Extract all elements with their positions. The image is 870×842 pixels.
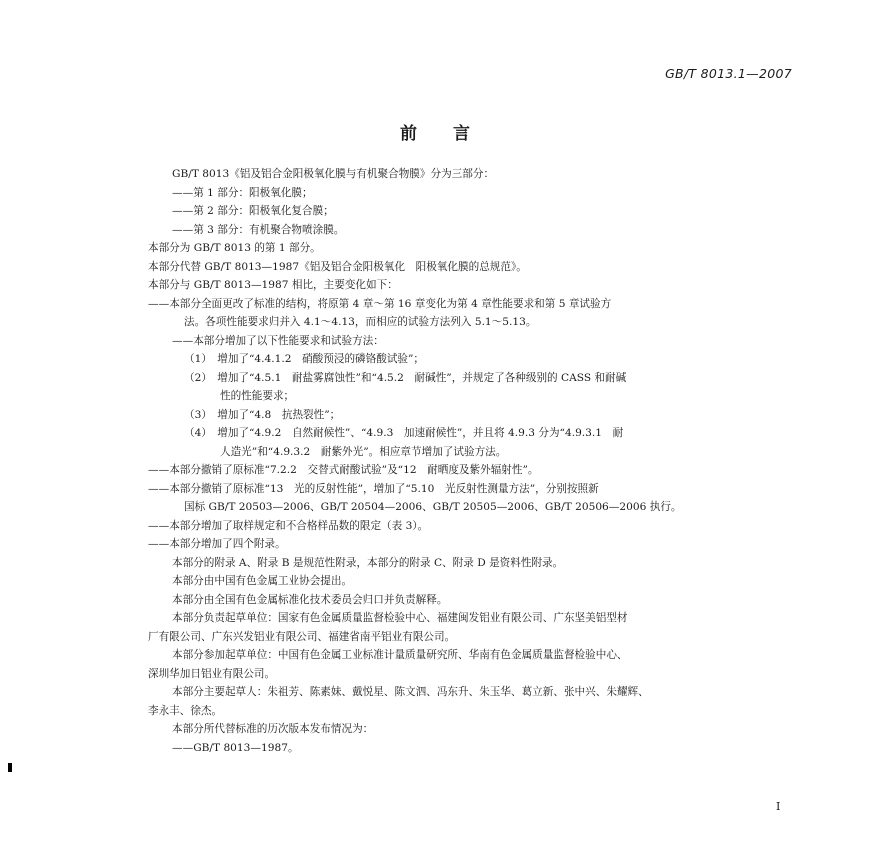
foreword-body [148, 165, 800, 757]
list-item: ——第 1 部分：阳极氧化膜； [172, 186, 313, 199]
standard-code: GB/T 8013.1—2007 [665, 66, 792, 81]
page-number: I [776, 800, 781, 813]
sub-list-item-continuation: 性的性能要求； [220, 390, 295, 402]
list-item: ——本部分撤销了原标准“7.2.2 交替式耐酸试验”及“12 耐晒度及紫外辐射性”。 [148, 464, 539, 476]
paragraph-line: 本部分参加起草单位：中国有色金属工业标准计量质量研究所、华南有色金属质量监督检验中心、 [172, 649, 628, 661]
list-item: ——本部分增加了以下性能要求和试验方法： [172, 334, 384, 347]
paragraph-line: 本部分主要起草人：朱祖芳、陈素妹、戴悦星、陈文泗、冯东升、朱玉华、葛立新、张中兴、朱耀辉、 [172, 686, 649, 698]
paragraph-line: GB/T 8013《铝及铝合金阳极氧化膜与有机聚合物膜》分为三部分： [172, 168, 495, 180]
paragraph-line: 本部分的附录 A、附录 B 是规范性附录，本部分的附录 C、附录 D 是资料性附录。 [172, 556, 564, 569]
paragraph-line: 深圳华加日铝业有限公司。 [148, 667, 276, 680]
list-item: ——本部分全面更改了标准的结构，将原第 4 章～第 16 章变化为第 4 章性能要求和第 5 章试验方 [148, 297, 612, 310]
paragraph-line: 本部分由全国有色金属标准化技术委员会归口并负责解释。 [172, 593, 448, 606]
paragraph-line: 厂有限公司、广东兴发铝业有限公司、福建省南平铝业有限公司。 [148, 630, 456, 643]
title-char-1: 前 [400, 124, 417, 144]
paragraph-line: 本部分由中国有色金属工业协会提出。 [172, 575, 353, 587]
list-item: ——第 3 部分：有机聚合物喷涂膜。 [172, 223, 345, 236]
list-item: ——本部分增加了取样规定和不合格样品数的限定（表 3）。 [148, 519, 429, 532]
list-item: ——本部分撤销了原标准“13 光的反射性能”，增加了“5.10 光反射性测量方法”，分别按照新 [148, 482, 599, 495]
sub-list-item-continuation: 人造光”和“4.9.3.2 耐紫外光”。相应章节增加了试验方法。 [220, 445, 507, 458]
list-item-continuation: 国标 GB/T 20503—2006、GB/T 20504—2006、GB/T 20505—2006、GB/T 20506—2006 执行。 [184, 501, 682, 513]
sub-list-item: （4） 增加了“4.9.2 自然耐候性”、“4.9.3 加速耐候性”，并且将 4.9.3 分为“4.9.3.1 耐 [184, 427, 624, 439]
paragraph-line: 本部分为 GB/T 8013 的第 1 部分。 [148, 242, 321, 254]
list-item-continuation: 法。各项性能要求归并入 4.1～4.13，而相应的试验方法列入 5.1～5.13。 [184, 316, 537, 328]
sub-list-item: （2） 增加了“4.5.1 耐盐雾腐蚀性”和“4.5.2 耐碱性”，并规定了各种级别的 CASS 和耐碱 [184, 371, 627, 384]
page-title [0, 119, 870, 144]
scan-artifact-mark [8, 763, 12, 772]
title-char-2: 言 [453, 124, 470, 144]
paragraph-line: 李永丰、徐杰。 [148, 704, 223, 717]
list-item: ——本部分增加了四个附录。 [148, 538, 286, 550]
paragraph-line: 本部分负责起草单位：国家有色金属质量监督检验中心、福建闽发铝业有限公司、广东坚美铝型材 [172, 612, 628, 624]
paragraph-line: 本部分所代替标准的历次版本发布情况为： [172, 723, 374, 735]
sub-list-item: （3） 增加了“4.8 抗热裂性”； [184, 408, 341, 421]
list-item: ——GB/T 8013—1987。 [172, 741, 299, 754]
sub-list-item: （1） 增加了“4.4.1.2 硝酸预浸的磷铬酸试验”； [184, 353, 425, 365]
paragraph-line: 本部分与 GB/T 8013—1987 相比，主要变化如下： [148, 279, 398, 291]
paragraph-line: 本部分代替 GB/T 8013—1987《铝及铝合金阳极氧化 阳极氧化膜的总规范》。 [148, 260, 527, 273]
list-item: ——第 2 部分：阳极氧化复合膜； [172, 205, 334, 217]
